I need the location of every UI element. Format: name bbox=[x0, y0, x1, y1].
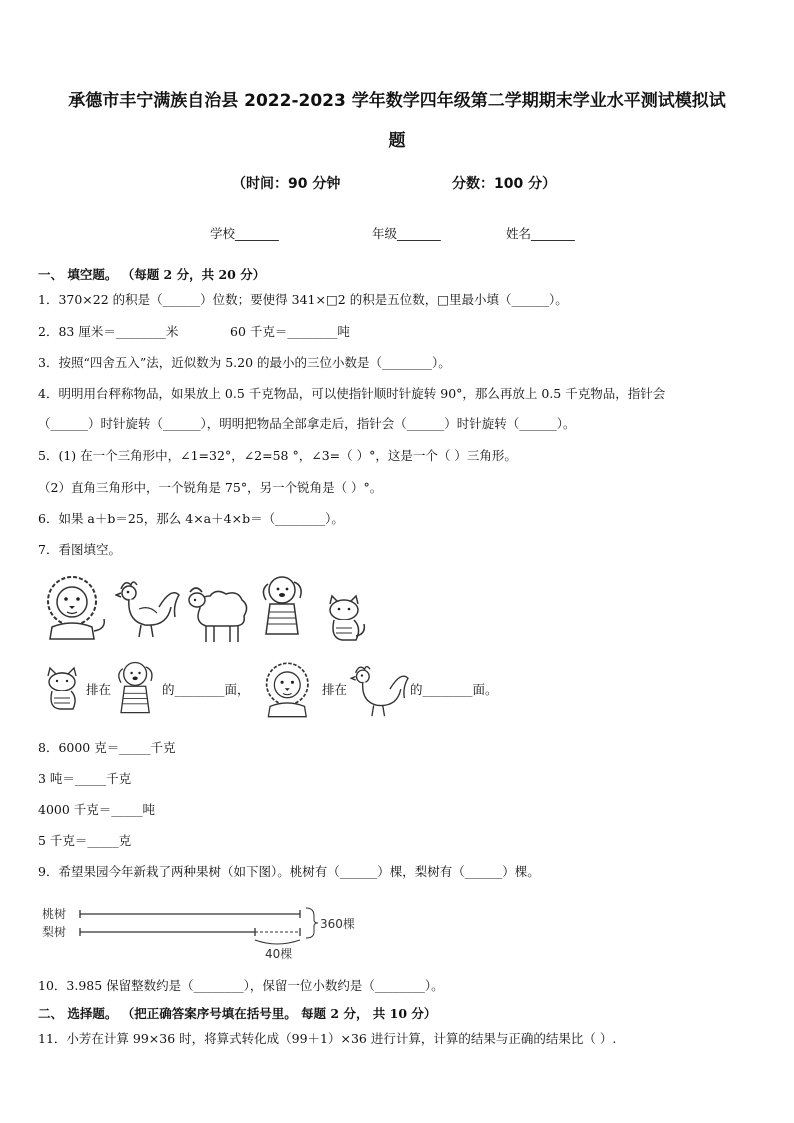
school-field: 学校_______ bbox=[210, 226, 279, 241]
puppy-illustration bbox=[258, 572, 308, 640]
lion-small-illustration bbox=[258, 660, 320, 720]
exam-time: （时间：90 分钟 bbox=[232, 176, 341, 192]
kitten-small-illustration bbox=[40, 666, 84, 712]
question-2-part-a: 2．83 厘米＝________米 bbox=[38, 324, 179, 339]
question-11: 11．小芳在计算 99×36 时，将算式转化成（99＋1）×36 进行计算，计算的结果与正确的结果比（ ）. bbox=[38, 1031, 617, 1046]
puppy-small-illustration bbox=[114, 656, 158, 720]
question-8-line1: 8．6000 克＝_____千克 bbox=[38, 740, 176, 755]
difference-label: 40棵 bbox=[265, 947, 293, 961]
question-7-row-text-1: 排在 bbox=[86, 682, 112, 697]
peach-label: 桃树 bbox=[42, 907, 67, 921]
question-4-line2: （______）时针旋转（______），明明把物品全部拿走后，指针会（______）时针旋转（______）。 bbox=[38, 416, 576, 431]
question-8-line3: 4000 千克＝_____吨 bbox=[38, 802, 156, 817]
pear-label: 梨树 bbox=[42, 925, 67, 939]
total-brace bbox=[306, 908, 318, 938]
grade-field: 年级_______ bbox=[372, 226, 441, 241]
question-7-row-text-4: 的________面。 bbox=[410, 682, 498, 697]
kitten-illustration bbox=[322, 594, 368, 644]
question-1: 1．370×22 的积是（______）位数；要使得 341×□2 的积是五位数，□里最小填（______）。 bbox=[38, 292, 568, 307]
question-10: 10．3.985 保留整数约是（________），保留一位小数约是（________）。 bbox=[38, 978, 444, 993]
question-3: 3．按照“四舍五入”法，近似数为 5.20 的最小的三位小数是（________）。 bbox=[38, 355, 451, 370]
question-7: 7．看图填空。 bbox=[38, 542, 121, 557]
question-4-line1: 4．明明用台秤称物品，如果放上 0.5 千克物品，可以使指针顺时针旋转 90°，那么再放上 0.5 千克物品，指针会 bbox=[38, 386, 666, 401]
rooster-illustration bbox=[115, 577, 181, 639]
question-5-line1: 5．(1) 在一个三角形中，∠1=32°，∠2=58 °，∠3=（ ）°，这是一个（ ）三角形。 bbox=[38, 448, 517, 463]
section-1-heading: 一、 填空题。 （每题 2 分，共 20 分） bbox=[38, 267, 266, 282]
question-8-line2: 3 吨＝_____千克 bbox=[38, 771, 132, 786]
sheep-illustration bbox=[186, 582, 252, 644]
exam-title-line1: 承德市丰宁满族自治县 2022-2023 学年数学四年级第二学期期末学业水平测试模拟试 bbox=[68, 91, 726, 111]
difference-brace bbox=[255, 940, 300, 944]
lion-illustration bbox=[38, 575, 110, 641]
question-8-line4: 5 千克＝_____克 bbox=[38, 833, 132, 848]
question-2-part-b: 60 千克＝________吨 bbox=[230, 324, 350, 339]
question-9: 9．希望果园今年新栽了两种果树（如下图）。桃树有（______）棵，梨树有（______）棵。 bbox=[38, 864, 540, 879]
total-label: 360棵 bbox=[320, 917, 355, 931]
name-field: 姓名_______ bbox=[506, 226, 575, 241]
tree-count-diagram bbox=[40, 900, 370, 962]
section-2-heading: 二、 选择题。 （把正确答案序号填在括号里。 每题 2 分， 共 10 分） bbox=[38, 1006, 437, 1021]
question-7-row-text-3: 排在 bbox=[322, 682, 348, 697]
question-7-row-text-2: 的________面， bbox=[162, 682, 250, 697]
rooster-small-illustration bbox=[350, 662, 410, 718]
exam-title-line2: 题 bbox=[388, 131, 406, 151]
exam-score: 分数：100 分） bbox=[452, 176, 557, 192]
question-6: 6．如果 a＋b＝25，那么 4×a＋4×b＝（________）。 bbox=[38, 511, 344, 526]
question-5-line2: （2）直角三角形中，一个锐角是 75°，另一个锐角是（ ）°。 bbox=[38, 480, 383, 495]
